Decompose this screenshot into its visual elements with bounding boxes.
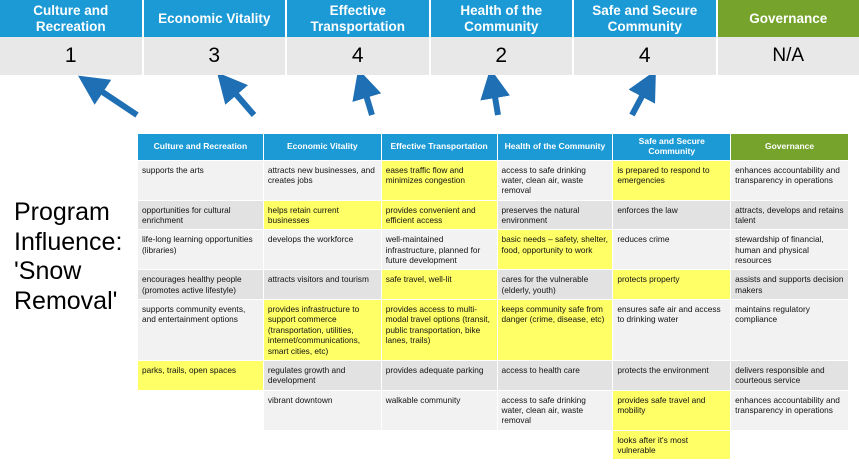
matrix-cell: attracts new businesses, and creates jobs bbox=[263, 160, 381, 200]
category-header-culture-and-recreation: Culture and Recreation bbox=[0, 0, 144, 37]
matrix-header-row bbox=[138, 134, 849, 161]
matrix-cell: stewardship of financial, human and physical resources bbox=[731, 230, 849, 270]
table-row bbox=[138, 300, 849, 361]
matrix-cell: attracts, develops and retains talent bbox=[731, 200, 849, 230]
category-header-economic-vitality: Economic Vitality bbox=[144, 0, 288, 37]
table-row bbox=[138, 430, 849, 460]
matrix-col-safe-and-secure-community: Safe and Secure Community bbox=[613, 134, 731, 161]
category-header-health-of-the-community: Health of the Community bbox=[431, 0, 575, 37]
upward-arrow-icon-1 bbox=[92, 85, 137, 115]
matrix-cell: reduces crime bbox=[613, 230, 731, 270]
category-score-strip bbox=[0, 37, 859, 75]
matrix-cell: eases traffic flow and minimizes congestion bbox=[381, 160, 497, 200]
matrix-cell: regulates growth and development bbox=[263, 360, 381, 390]
table-row bbox=[138, 270, 849, 300]
matrix-cell: ensures safe air and access to drinking water bbox=[613, 300, 731, 361]
matrix-cell: supports the arts bbox=[138, 160, 264, 200]
table-row bbox=[138, 160, 849, 200]
matrix-cell: access to safe drinking water, clean air, waste removal bbox=[497, 160, 613, 200]
matrix-col-economic-vitality: Economic Vitality bbox=[263, 134, 381, 161]
table-row bbox=[138, 230, 849, 270]
upward-arrow-icon-5 bbox=[632, 85, 648, 115]
matrix-cell bbox=[138, 390, 264, 430]
matrix-cell: encourages healthy people (promotes active lifestyle) bbox=[138, 270, 264, 300]
matrix-cell: parks, trails, open spaces bbox=[138, 360, 264, 390]
matrix-cell: protects the environment bbox=[613, 360, 731, 390]
score-safe-and-secure-community: 4 bbox=[574, 37, 718, 75]
matrix-cell: provides safe travel and mobility bbox=[613, 390, 731, 430]
category-header-safe-and-secure-community: Safe and Secure Community bbox=[574, 0, 718, 37]
upward-arrow-icon-3 bbox=[363, 85, 372, 115]
category-header-governance: Governance bbox=[718, 0, 859, 37]
matrix-cell: keeps community safe from danger (crime, disease, etc) bbox=[497, 300, 613, 361]
influence-matrix bbox=[137, 133, 849, 460]
matrix-cell bbox=[263, 430, 381, 460]
matrix-cell: protects property bbox=[613, 270, 731, 300]
matrix-cell: vibrant downtown bbox=[263, 390, 381, 430]
matrix-cell: access to safe drinking water, clean air, waste removal bbox=[497, 390, 613, 430]
matrix-col-governance: Governance bbox=[731, 134, 849, 161]
matrix-col-culture-and-recreation: Culture and Recreation bbox=[138, 134, 264, 161]
matrix-cell: basic needs – safety, shelter, food, opportunity to work bbox=[497, 230, 613, 270]
score-health-of-the-community: 2 bbox=[431, 37, 575, 75]
matrix-cell bbox=[381, 430, 497, 460]
upward-arrow-icon-2 bbox=[228, 85, 254, 115]
matrix-cell: helps retain current businesses bbox=[263, 200, 381, 230]
upward-arrow-icon-4 bbox=[493, 85, 498, 115]
matrix-cell bbox=[138, 430, 264, 460]
table-row bbox=[138, 390, 849, 430]
matrix-cell: well-maintained infrastructure, planned for future development bbox=[381, 230, 497, 270]
matrix-cell: develops the workforce bbox=[263, 230, 381, 270]
matrix-body bbox=[138, 160, 849, 460]
matrix-col-health-of-the-community: Health of the Community bbox=[497, 134, 613, 161]
matrix-cell: opportunities for cultural enrichment bbox=[138, 200, 264, 230]
matrix-cell: provides convenient and efficient access bbox=[381, 200, 497, 230]
matrix-cell: assists and supports decision makers bbox=[731, 270, 849, 300]
score-effective-transportation: 4 bbox=[287, 37, 431, 75]
score-economic-vitality: 3 bbox=[144, 37, 288, 75]
score-culture-and-recreation: 1 bbox=[0, 37, 144, 75]
table-row bbox=[138, 200, 849, 230]
matrix-cell: enforces the law bbox=[613, 200, 731, 230]
category-header-strip bbox=[0, 0, 859, 37]
matrix-cell: provides adequate parking bbox=[381, 360, 497, 390]
matrix-cell: looks after it's most vulnerable bbox=[613, 430, 731, 460]
matrix-cell: enhances accountability and transparency in operations bbox=[731, 390, 849, 430]
matrix-col-effective-transportation: Effective Transportation bbox=[381, 134, 497, 161]
matrix-cell: delivers responsible and courteous service bbox=[731, 360, 849, 390]
category-header-effective-transportation: Effective Transportation bbox=[287, 0, 431, 37]
matrix-cell: provides access to multi-modal travel options (transit, public transportation, bike lanes, trails) bbox=[381, 300, 497, 361]
matrix-cell: life-long learning opportunities (libraries) bbox=[138, 230, 264, 270]
matrix-cell: enhances accountability and transparency in operations bbox=[731, 160, 849, 200]
arrow-group bbox=[0, 75, 859, 133]
matrix-cell: is prepared to respond to emergencies bbox=[613, 160, 731, 200]
matrix-cell: access to health care bbox=[497, 360, 613, 390]
matrix-cell: safe travel, well-lit bbox=[381, 270, 497, 300]
matrix-cell: cares for the vulnerable (elderly, youth) bbox=[497, 270, 613, 300]
table-row bbox=[138, 360, 849, 390]
matrix-cell bbox=[731, 430, 849, 460]
matrix-cell: supports community events, and entertainment options bbox=[138, 300, 264, 361]
matrix-cell: preserves the natural environment bbox=[497, 200, 613, 230]
matrix-cell bbox=[497, 430, 613, 460]
matrix-cell: provides infrastructure to support commerce (transportation, utilities, internet/communications, smart cities, etc) bbox=[263, 300, 381, 361]
matrix-cell: maintains regulatory compliance bbox=[731, 300, 849, 361]
program-influence-caption: Program Influence: 'Snow Removal' bbox=[14, 198, 123, 315]
matrix-cell: walkable community bbox=[381, 390, 497, 430]
matrix-cell: attracts visitors and tourism bbox=[263, 270, 381, 300]
score-governance: N/A bbox=[772, 45, 805, 66]
